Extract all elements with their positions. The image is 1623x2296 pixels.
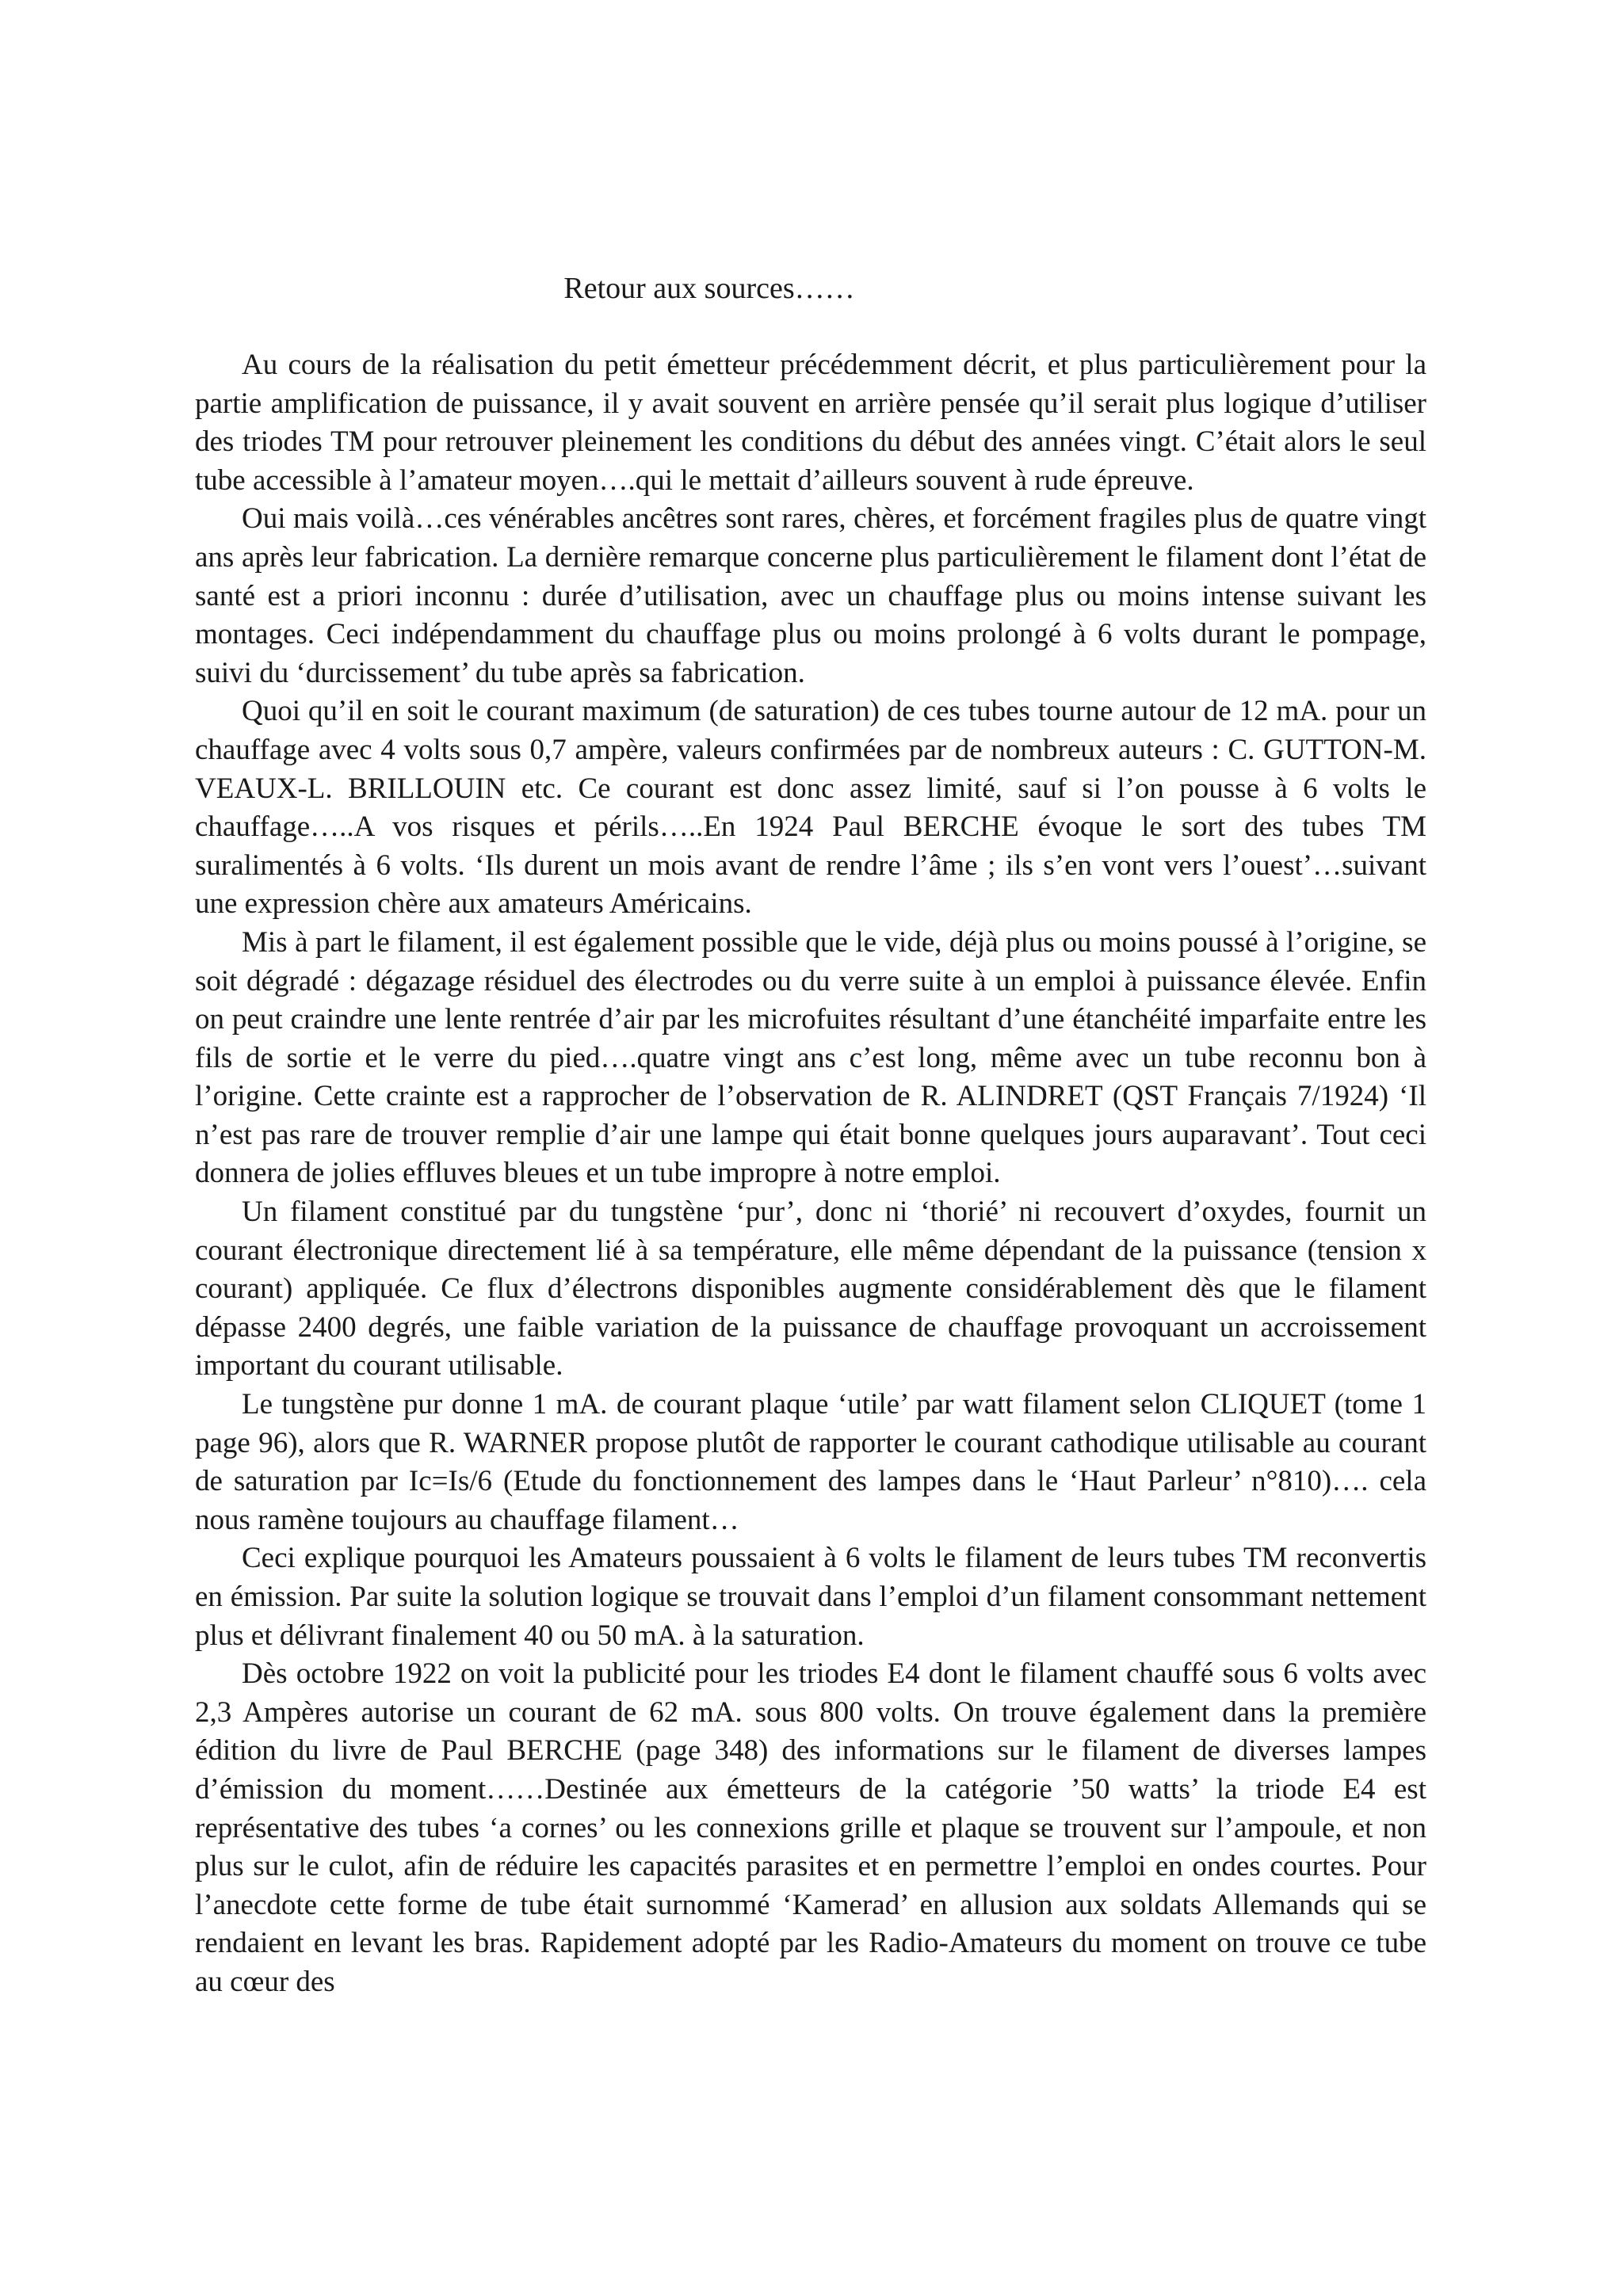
paragraph: Quoi qu’il en soit le courant maximum (de saturation) de ces tubes tourne autour de 12 mA. pour un chauffage avec 4 volts sous 0,7 ampère, valeurs confirmées par de nombreux auteurs : C. GUTTON-M. VEAUX-L. BRILLOUIN etc. Ce courant est donc assez limité, sauf si l’on pousse à 6 volts le chauffage…..A vos risques et périls…..En 1924 Paul BERCHE évoque le sort des tubes TM suralimentés à 6 volts. ‘Ils durent un mois avant de rendre l’âme ; ils s’en vont vers l’ouest’…suivant une expression chère aux amateurs Américains. (195, 695, 1426, 921)
paragraph: Mis à part le filament, il est également possible que le vide, déjà plus ou moins poussé à l’origine, se soit dégradé : dégazage résiduel des électrodes ou du verre suite à un emploi à puissance élevée. Enfin on peut craindre une lente rentrée d’air par les microfuites résultant d’une étanchéité imparfaite entre les fils de sortie et le verre du pied….quatre vingt ans c’est long, même avec un tube reconnu bon à l’origine. Cette crainte est a rapprocher de l’observation de R. ALINDRET (QST Français 7/1924) ‘Il n’est pas rare de trouver remplie d’air une lampe qui était bonne quelques jours auparavant’. Tout ceci donnera de jolies effluves bleues et un tube impropre à notre emploi. (195, 925, 1426, 1190)
paragraph: Un filament constitué par du tungstène ‘pur’, donc ni ‘thorié’ ni recouvert d’oxydes, fournit un courant électronique directement lié à sa température, elle même dépendant de la puissance (tension x courant) appliquée. Ce flux d’électrons disponibles augmente considérablement dès que le filament dépasse 2400 degrés, une faible variation de la puissance de chauffage provoquant un accroissement important du courant utilisable. (195, 1196, 1426, 1383)
paragraph: Le tungstène pur donne 1 mA. de courant plaque ‘utile’ par watt filament selon CLIQUET (tome 1 page 96), alors que R. WARNER propose plutôt de rapporter le courant cathodique utilisable au courant de saturation par Ic=Is/6 (Etude du fonctionnement des lampes dans le ‘Haut Parleur’ n°810)…. cela nous ramène toujours au chauffage filament… (195, 1388, 1426, 1536)
document-title: Retour aux sources…… (563, 272, 855, 305)
paragraph: Ceci explique pourquoi les Amateurs poussaient à 6 volts le filament de leurs tubes TM reconvertis en émission. Par suite la solution logique se trouvait dans l’emploi d’un filament consommant nettement plus et délivrant finalement 40 ou 50 mA. à la saturation. (195, 1542, 1426, 1652)
paragraph: Au cours de la réalisation du petit émetteur précédemment décrit, et plus particulièrement pour la partie amplification de puissance, il y avait souvent en arrière pensée qu’il serait plus logique d’utiliser des triodes TM pour retrouver pleinement les conditions du début des années vingt. C’était alors le seul tube accessible à l’amateur moyen….qui le mettait d’ailleurs souvent à rude épreuve. (195, 349, 1426, 497)
paragraph-last: Dès octobre 1922 on voit la publicité pour les triodes E4 dont le filament chauffé sous 6 volts avec 2,3 Ampères autorise un courant de 62 mA. sous 800 volts. On trouve également dans la première édition du livre de Paul BERCHE (page 348) des informations sur le filament de diverses lampes d’émission du moment……Destinée aux émetteurs de la catégorie ’50 watts’ la triode E4 est représentative des tubes ‘a cornes’ ou les connexions grille et plaque se trouvent sur l’ampoule, et non plus sur le culot, afin de réduire les capacités parasites et en permettre l’emploi en ondes courtes. Pour l’anecdote cette forme de tube était surnommé ‘Kamerad’ en allusion aux soldats Allemands qui se rendaient en levant les bras. Rapidement adopté par les Radio-Amateurs du moment on trouve ce tube au cœur des (195, 1657, 1426, 1998)
document-body (195, 346, 1426, 2002)
paragraph: Oui mais voilà…ces vénérables ancêtres sont rares, chères, et forcément fragiles plus de quatre vingt ans après leur fabrication. La dernière remarque concerne plus particulièrement le filament dont l’état de santé est a priori inconnu : durée d’utilisation, avec un chauffage plus ou moins intense suivant les montages. Ceci indépendamment du chauffage plus ou moins prolongé à 6 volts durant le pompage, suivi du ‘durcissement’ du tube après sa fabrication. (195, 502, 1426, 689)
